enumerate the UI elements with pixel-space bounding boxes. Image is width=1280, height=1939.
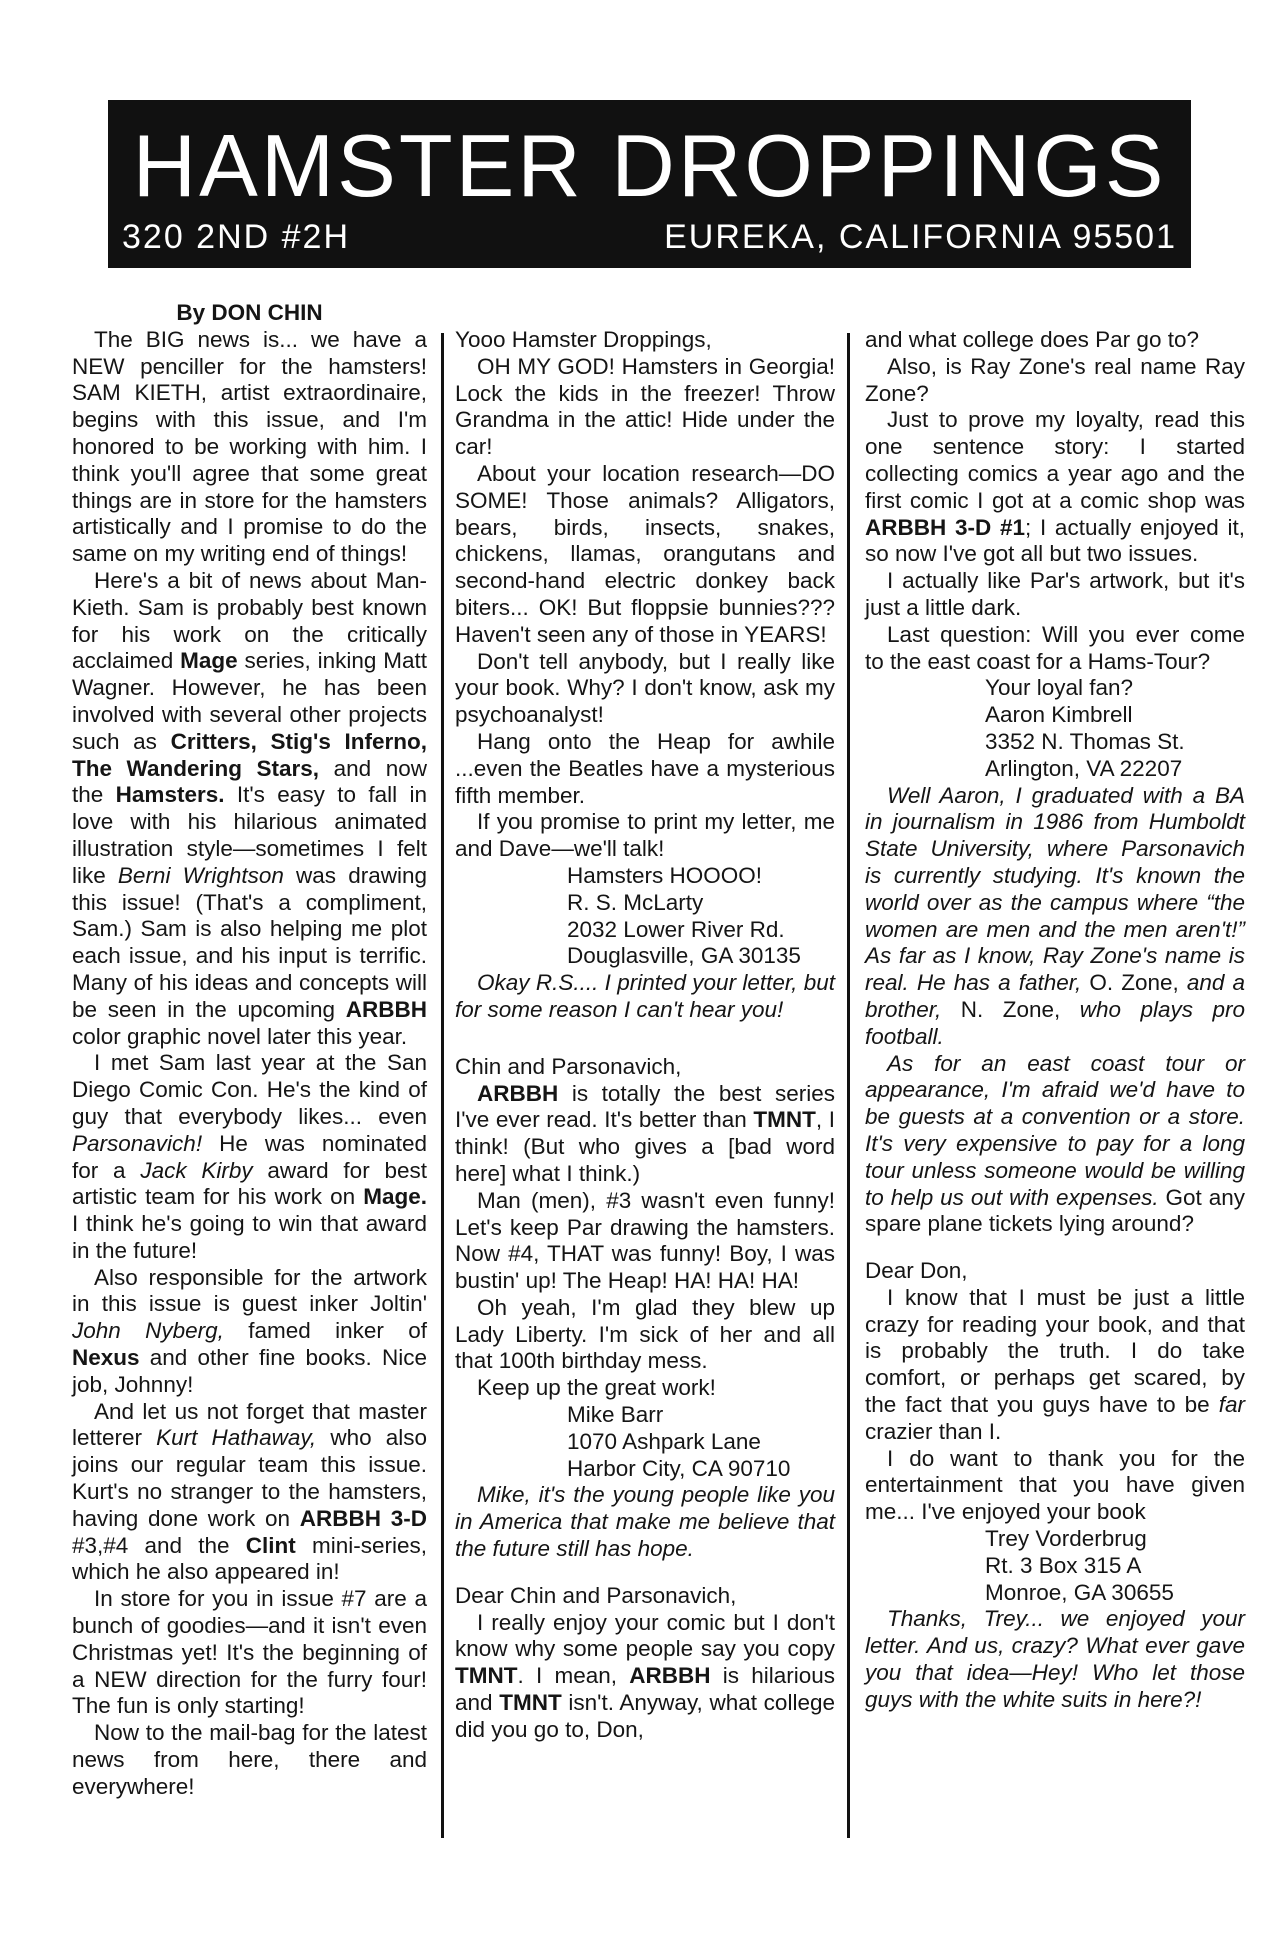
paragraph: The BIG news is... we have a NEW penciller for the hamsters! SAM KIETH, artist extraordinaire, begins with this issue, and I'm honored to be working with him. I think you'll agree that some great things are in store for the hamsters artistically and I promise to do the same on my writing end of things! [72,326,427,567]
signature-address: Rt. 3 Box 315 A [985,1552,1142,1578]
paragraph: And let us not forget that master letterer Kurt Hathaway, who also joins our regular team this issue. Kurt's no stranger to the hamsters, having done work on ARBBH 3-D #3,#4 and the Clint mini-series, which he also appeared in! [72,1398,427,1585]
signature-city: Arlington, VA 22207 [985,755,1183,781]
signature-city: Douglasville, GA 30135 [567,943,801,969]
city-state-zip: EUREKA, CALIFORNIA 95501 [664,218,1177,256]
letter-greeting: Dear Chin and Parsonavich, [455,1582,737,1608]
street-address: 320 2ND #2H [122,218,351,256]
editor-reply: As for an east coast tour or appearance, I'm afraid we'd have to be guests at a convention or a store. It's very expensive to pay for a long tour unless someone would be willing to help us out with expenses. Got any spare plane tickets lying around? [865,1050,1246,1237]
paragraph: In store for you in issue #7 are a bunch of goodies—and it isn't even Christmas yet! It's the beginning of a NEW direction for the furry four! The fun is only starting! [72,1586,427,1719]
masthead-banner [108,100,1191,268]
paragraph: Here's a bit of news about Man-Kieth. Sam is probably best known for his work on the critically acclaimed Mage series, inking Matt Wagner. However, he has been involved with several other projects such as Critters, Stig's Inferno, The Wandering Stars, and now the Hamsters. It's easy to fall in love with his hilarious animated illustration style—sometimes I felt like Berni Wrightson was drawing this issue! (That's a compliment, Sam.) Sam is also helping me plot each issue, and his input is terrific. Many of his ideas and concepts will be seen in the upcoming ARBBH color graphic novel later this year. [72,567,428,1049]
signature-line: Hamsters HOOOO! [567,862,763,888]
letter-paragraph: If you promise to print my letter, me and Dave—we'll talk! [455,809,835,862]
paragraph: I met Sam last year at the San Diego Comic Con. He's the kind of guy that everybody likes... even Parsonavich! He was nominated for a Jack Kirby award for best artistic team for his work on Mage. I think he's going to win that award in the future! [72,1050,427,1263]
signature-name: R. S. McLarty [567,889,704,915]
editorial-column [72,300,427,1801]
letter-paragraph: Keep up the great work! [477,1375,716,1401]
signature-line: Your loyal fan? [985,675,1134,701]
signature-address: 2032 Lower River Rd. [567,916,785,942]
letter-paragraph: Also, is Ray Zone's real name Ray Zone? [865,353,1245,406]
letter-greeting: Dear Don, [865,1258,968,1284]
signature-address: 1070 Ashpark Lane [567,1428,761,1454]
signature-name: Aaron Kimbrell [985,702,1133,728]
column-title: HAMSTER DROPPINGS [132,116,1167,215]
letter-paragraph: Man (men), #3 wasn't even funny! Let's keep Par drawing the hamsters. Now #4, THAT was funny! Boy, I was bustin' up! The Heap! HA! HA! HA! [455,1187,835,1294]
letter-greeting: Yooo Hamster Droppings, [455,327,712,352]
editor-reply: Mike, it's the young people like you in America that make me believe that the future still has hope. [455,1482,835,1562]
letter-paragraph: Last question: Will you ever come to the east coast for a Hams-Tour? [865,621,1245,674]
letter-paragraph: Don't tell anybody, but I really like your book. Why? I don't know, ask my psychoanalyst! [455,648,835,728]
letters-column [455,300,835,1744]
column-divider [847,333,850,1838]
letter-paragraph: I know that I must be just a little crazy for reading your book, and that is probably the truth. I do take comfort, or perhaps get scared, by the fact that you guys have to be far crazier than I. [865,1284,1245,1444]
editor-reply: Okay R.S.... I printed your letter, but for some reason I can't hear you! [455,970,835,1022]
letter-paragraph: I really enjoy your comic but I don't know why some people say you copy TMNT. I mean, ARBBH is hilarious and TMNT isn't. Anyway, what college did you go to, Don, [455,1609,835,1742]
letter-paragraph: Just to prove my loyalty, read this one sentence story: I started collecting comics a year ago and the first comic I got at a comic shop was ARBBH 3-D #1; I actually enjoyed it, so now I've got all but two issues. [865,407,1245,567]
signature-name: Mike Barr [567,1402,664,1428]
letter-paragraph: Oh yeah, I'm glad they blew up Lady Liberty. I'm sick of her and all that 100th birthday mess. [455,1294,835,1374]
editor-reply: Well Aaron, I graduated with a BA in journalism in 1986 from Humboldt State University, where Parsonavich is currently studying. It's known the world over as the campus where “the women are men and the men aren't!” As far as I know, Ray Zone's name is real. He has a father, O. Zone, and a brother, N. Zone, who plays pro football. [865,782,1245,1049]
signature-name: Trey Vorderbrug [985,1526,1147,1552]
byline: By DON CHIN [176,300,323,325]
letter-paragraph: Hang onto the Heap for awhile ...even the Beatles have a mysterious fifth member. [455,728,835,808]
signature-city: Monroe, GA 30655 [985,1579,1174,1605]
letter-paragraph: I actually like Par's artwork, but it's just a little dark. [865,568,1245,620]
letter-paragraph: and what college does Par go to? [865,327,1199,352]
paragraph: Now to the mail-bag for the latest news from here, there and everywhere! [72,1720,427,1799]
letter-greeting: Chin and Parsonavich, [455,1053,682,1079]
letter-paragraph: About your location research—DO SOME! Those animals? Alligators, bears, birds, insects, snakes, chickens, llamas, orangutans and second-hand electric donkey back biters... OK! But floppsie bunnies??? Haven't seen any of those in YEARS! [455,460,835,647]
letter-paragraph: I do want to thank you for the entertainment that you have given me... I've enjoyed your book [865,1445,1245,1525]
signature-address: 3352 N. Thomas St. [985,728,1185,754]
signature-city: Harbor City, CA 90710 [567,1455,791,1481]
letters-column-continued [865,300,1245,1714]
column-divider [441,333,444,1838]
paragraph: Also responsible for the artwork in this issue is guest inker Joltin' John Nyberg, famed inker of Nexus and other fine books. Nice job, Johnny! [72,1264,428,1397]
letter-paragraph: OH MY GOD! Hamsters in Georgia! Lock the kids in the freezer! Throw Grandma in the attic! Hide under the car! [455,353,835,460]
editor-reply: Thanks, Trey... we enjoyed your letter. And us, crazy? What ever gave you that idea—Hey! Who let those guys with the white suits in here?! [865,1606,1245,1712]
letter-paragraph: ARBBH is totally the best series I've ever read. It's better than TMNT, I think! (But who gives a [bad word here] what I think.) [455,1080,835,1186]
